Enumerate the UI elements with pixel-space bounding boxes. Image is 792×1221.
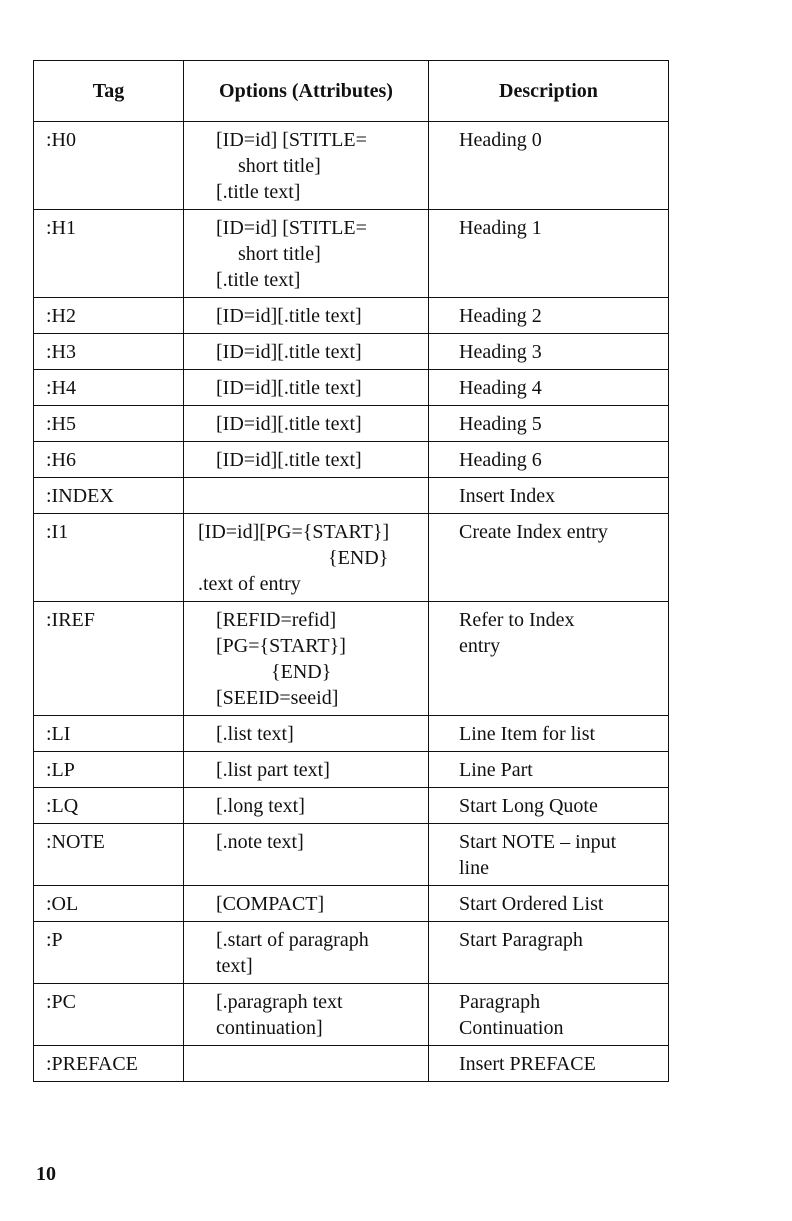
options-cell (184, 984, 429, 1046)
options-line: {END} (328, 547, 389, 569)
table-row (34, 122, 669, 210)
description-line: Heading 2 (459, 305, 542, 327)
table-row (34, 370, 669, 406)
description-cell (429, 788, 669, 824)
options-cell (184, 334, 429, 370)
options-line: [.start of paragraph (216, 929, 369, 951)
table-row (34, 984, 669, 1046)
description-cell (429, 886, 669, 922)
options-line: short title] (238, 155, 321, 177)
description-line: Paragraph (459, 991, 541, 1013)
description-line: Line Item for list (459, 723, 596, 745)
tag-cell: :PREFACE (34, 1046, 184, 1082)
table-row (34, 334, 669, 370)
tag-cell: :H3 (34, 334, 184, 370)
tag-cell: :H6 (34, 442, 184, 478)
table-row (34, 514, 669, 602)
table-row (34, 824, 669, 886)
options-line: [ID=id][.title text] (216, 413, 362, 435)
header-tag: Tag (34, 61, 184, 122)
tag-cell: :LI (34, 716, 184, 752)
description-cell (429, 602, 669, 716)
table-header-row (34, 61, 669, 122)
options-cell (184, 1046, 429, 1082)
options-cell (184, 210, 429, 298)
tag-cell: :H2 (34, 298, 184, 334)
options-cell (184, 788, 429, 824)
tag-cell: :P (34, 922, 184, 984)
description-line: Heading 1 (459, 217, 542, 239)
description-cell (429, 406, 669, 442)
description-line: Line Part (459, 759, 533, 781)
table-row (34, 406, 669, 442)
description-cell (429, 984, 669, 1046)
options-cell (184, 752, 429, 788)
header-description: Description (429, 61, 669, 122)
description-line: entry (459, 635, 501, 657)
options-line: [ID=id] [STITLE= (216, 217, 367, 239)
tag-cell: :H0 (34, 122, 184, 210)
options-line: text] (216, 955, 253, 977)
tag-cell: :IREF (34, 602, 184, 716)
description-line: Heading 4 (459, 377, 542, 399)
description-cell (429, 824, 669, 886)
description-line: Heading 3 (459, 341, 542, 363)
options-cell (184, 716, 429, 752)
description-line: Refer to Index (459, 609, 575, 631)
tag-cell: :LQ (34, 788, 184, 824)
description-line: Start Long Quote (459, 795, 598, 817)
table-row (34, 442, 669, 478)
description-cell (429, 716, 669, 752)
table-row (34, 886, 669, 922)
options-cell (184, 514, 429, 602)
description-cell (429, 122, 669, 210)
table-row (34, 788, 669, 824)
options-line: [ID=id][PG={START}] (198, 521, 390, 543)
description-line: Heading 0 (459, 129, 542, 151)
description-line: Start Ordered List (459, 893, 604, 915)
header-options: Options (Attributes) (184, 61, 429, 122)
options-line: [PG={START}] (216, 635, 346, 657)
options-line: [COMPACT] (216, 893, 325, 915)
options-cell (184, 922, 429, 984)
options-cell (184, 602, 429, 716)
tag-cell: :H5 (34, 406, 184, 442)
table-row (34, 716, 669, 752)
table-row (34, 1046, 669, 1082)
description-cell (429, 298, 669, 334)
options-line: .text of entry (198, 573, 301, 595)
description-line: Start Paragraph (459, 929, 583, 951)
options-line: [.title text] (216, 269, 301, 291)
description-cell (429, 210, 669, 298)
description-cell (429, 514, 669, 602)
options-cell (184, 122, 429, 210)
tag-cell: :H1 (34, 210, 184, 298)
options-line: [REFID=refid] (216, 609, 337, 631)
options-line: [SEEID=seeid] (216, 687, 339, 709)
options-cell (184, 298, 429, 334)
tag-reference-table (33, 60, 669, 1082)
options-cell (184, 406, 429, 442)
options-line: [.paragraph text (216, 991, 343, 1013)
options-line: [ID=id][.title text] (216, 377, 362, 399)
description-line: Create Index entry (459, 521, 608, 543)
options-line: [ID=id][.title text] (216, 305, 362, 327)
description-cell (429, 752, 669, 788)
options-line: [.title text] (216, 181, 301, 203)
description-line: Start NOTE – input (459, 831, 617, 853)
options-line: [.list text] (216, 723, 294, 745)
options-line: [.note text] (216, 831, 304, 853)
table-row (34, 752, 669, 788)
description-cell (429, 334, 669, 370)
options-line: [ID=id][.title text] (216, 341, 362, 363)
options-cell (184, 886, 429, 922)
options-line: [ID=id] [STITLE= (216, 129, 367, 151)
table-row (34, 298, 669, 334)
description-line: Insert PREFACE (459, 1053, 596, 1075)
description-line: line (459, 857, 489, 879)
options-line: continuation] (216, 1017, 323, 1039)
tag-cell: :I1 (34, 514, 184, 602)
options-cell (184, 824, 429, 886)
options-line: short title] (238, 243, 321, 265)
options-cell (184, 442, 429, 478)
description-line: Heading 6 (459, 449, 542, 471)
description-line: Continuation (459, 1017, 564, 1039)
table-row (34, 922, 669, 984)
description-cell (429, 370, 669, 406)
description-cell (429, 478, 669, 514)
tag-cell: :H4 (34, 370, 184, 406)
description-cell (429, 442, 669, 478)
description-line: Insert Index (459, 485, 556, 507)
description-line: Heading 5 (459, 413, 542, 435)
table-row (34, 602, 669, 716)
tag-cell: :NOTE (34, 824, 184, 886)
table-row (34, 210, 669, 298)
options-line: {END} (271, 661, 332, 683)
tag-cell: :LP (34, 752, 184, 788)
description-cell (429, 1046, 669, 1082)
options-cell (184, 478, 429, 514)
tag-cell: :PC (34, 984, 184, 1046)
tag-cell: :OL (34, 886, 184, 922)
options-cell (184, 370, 429, 406)
options-line: [ID=id][.title text] (216, 449, 362, 471)
page-number: 10 (36, 1163, 56, 1185)
table-row (34, 478, 669, 514)
options-line: [.long text] (216, 795, 305, 817)
tag-cell: :INDEX (34, 478, 184, 514)
options-line: [.list part text] (216, 759, 330, 781)
description-cell (429, 922, 669, 984)
